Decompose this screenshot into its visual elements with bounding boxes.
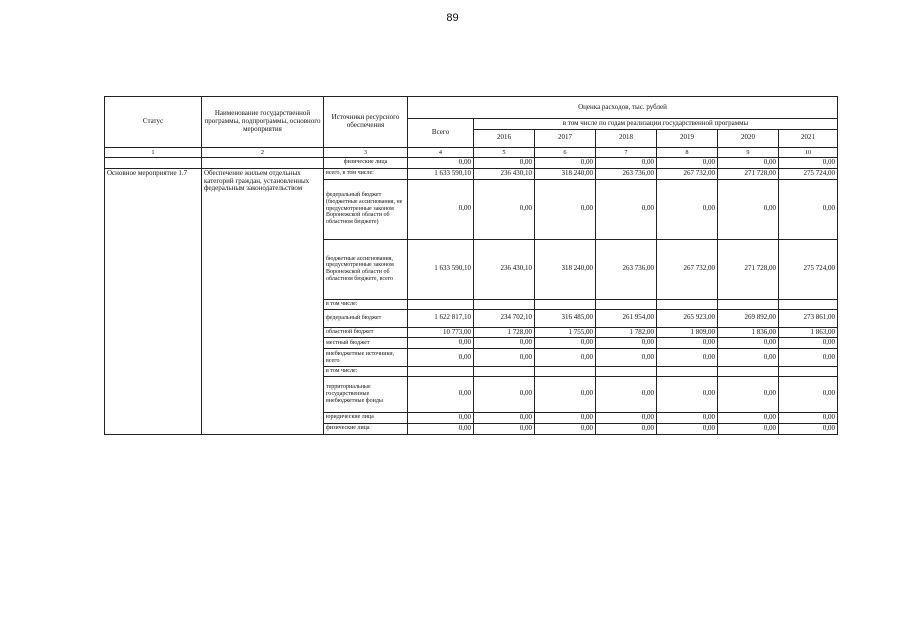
value-cell: 0,00 [474,338,535,349]
value-cell [474,367,535,377]
value-cell: 0,00 [657,412,718,423]
value-cell: 273 861,00 [779,309,838,327]
source-label: юридические лица [324,412,408,423]
value-cell: 0,00 [779,338,838,349]
value-cell [657,367,718,377]
value-cell: 0,00 [535,412,596,423]
year-header: 2020 [718,129,779,147]
value-cell: 1 863,00 [779,327,838,338]
value-cell: 0,00 [535,157,596,168]
source-label: физические лица [324,423,408,434]
value-cell [408,367,474,377]
value-cell [596,299,657,309]
value-cell: 0,00 [718,376,779,412]
value-cell: 0,00 [408,412,474,423]
value-cell [718,299,779,309]
value-cell: 0,00 [657,423,718,434]
value-cell: 265 923,00 [657,309,718,327]
value-cell: 1 633 590,10 [408,239,474,299]
value-cell [657,299,718,309]
value-cell: 0,00 [779,412,838,423]
value-cell: 0,00 [596,349,657,367]
value-cell: 0,00 [718,338,779,349]
value-cell: 316 485,00 [535,309,596,327]
value-cell [535,367,596,377]
column-number: 3 [324,147,408,157]
value-cell: 267 732,00 [657,239,718,299]
value-cell: 0,00 [535,423,596,434]
value-cell: 318 240,00 [535,168,596,179]
empty-cell [105,157,202,168]
value-cell [779,367,838,377]
value-cell: 0,00 [779,423,838,434]
value-cell: 0,00 [474,349,535,367]
column-number: 2 [202,147,324,157]
year-header: 2019 [657,129,718,147]
value-cell: 261 954,00 [596,309,657,327]
value-cell: 0,00 [596,423,657,434]
value-cell: 0,00 [535,376,596,412]
value-cell: 275 724,00 [779,168,838,179]
value-cell: 275 724,00 [779,239,838,299]
source-label: бюджетные ассигнования, предусмотренные законом Воронежской области об областном бюджете, всего [324,239,408,299]
empty-cell [202,157,324,168]
value-cell: 0,00 [596,376,657,412]
value-cell: 0,00 [535,349,596,367]
header-name: Наименование государственной программы, подпрограммы, основного мероприятия [202,97,324,148]
value-cell: 0,00 [474,423,535,434]
value-cell: 0,00 [408,338,474,349]
source-label: всего, в том числе: [324,168,408,179]
column-number: 8 [657,147,718,157]
value-cell: 0,00 [596,338,657,349]
source-label: внебюджетные источники, всего [324,349,408,367]
column-number: 9 [718,147,779,157]
value-cell [596,367,657,377]
value-cell: 234 702,10 [474,309,535,327]
value-cell: 0,00 [474,412,535,423]
source-label: в том числе: [324,367,408,377]
column-number: 4 [408,147,474,157]
value-cell: 0,00 [718,349,779,367]
value-cell: 1 836,00 [718,327,779,338]
value-cell [718,367,779,377]
value-cell: 263 736,00 [596,239,657,299]
year-header: 2016 [474,129,535,147]
value-cell: 0,00 [657,179,718,239]
value-cell: 10 773,00 [408,327,474,338]
value-cell [408,299,474,309]
column-number: 6 [535,147,596,157]
value-cell: 0,00 [535,179,596,239]
source-label: физические лица [324,157,408,168]
source-label: федеральный бюджет (бюджетные ассигнования, не предусмотренные законом Воронежской области об областном бюджете) [324,179,408,239]
value-cell: 1 728,00 [474,327,535,338]
header-total: Всего [408,119,474,148]
value-cell: 271 728,00 [718,239,779,299]
page-number: 89 [446,12,459,24]
value-cell: 0,00 [474,179,535,239]
source-label: в том числе: [324,299,408,309]
value-cell: 0,00 [657,157,718,168]
value-cell: 271 728,00 [718,168,779,179]
year-header: 2018 [596,129,657,147]
value-cell: 269 892,00 [718,309,779,327]
value-cell: 0,00 [779,349,838,367]
value-cell: 1 633 590,10 [408,168,474,179]
value-cell: 0,00 [408,376,474,412]
value-cell: 1 782,00 [596,327,657,338]
column-number: 10 [779,147,838,157]
value-cell: 1 755,00 [535,327,596,338]
value-cell: 0,00 [779,157,838,168]
year-header: 2017 [535,129,596,147]
column-number: 5 [474,147,535,157]
value-cell [474,299,535,309]
value-cell: 236 430,10 [474,239,535,299]
header-by-years: в том числе по годам реализации государственной программы [474,119,838,130]
value-cell: 267 732,00 [657,168,718,179]
value-cell: 318 240,00 [535,239,596,299]
table-row [105,168,838,179]
value-cell: 0,00 [474,376,535,412]
value-cell: 0,00 [408,349,474,367]
column-number: 1 [105,147,202,157]
value-cell: 0,00 [657,349,718,367]
value-cell: 0,00 [474,157,535,168]
value-cell: 0,00 [596,157,657,168]
column-number: 7 [596,147,657,157]
source-label: областной бюджет [324,327,408,338]
source-label: территориальные государственные внебюджетные фонды [324,376,408,412]
value-cell: 0,00 [657,376,718,412]
budget-table [104,96,838,435]
value-cell: 0,00 [779,376,838,412]
source-label: местный бюджет [324,338,408,349]
value-cell: 0,00 [718,179,779,239]
value-cell [779,299,838,309]
value-cell: 0,00 [596,412,657,423]
name-cell: Обеспечение жильем отдельных категорий граждан, установленных федеральным законодательством [202,168,324,434]
value-cell: 236 430,10 [474,168,535,179]
value-cell: 0,00 [408,179,474,239]
value-cell: 0,00 [408,157,474,168]
header-estimate: Оценка расходов, тыс. рублей [408,97,838,119]
value-cell: 0,00 [408,423,474,434]
value-cell: 0,00 [718,412,779,423]
year-header: 2021 [779,129,838,147]
value-cell: 0,00 [596,179,657,239]
header-status: Статус [105,97,202,148]
value-cell: 0,00 [535,338,596,349]
value-cell [535,299,596,309]
value-cell: 263 736,00 [596,168,657,179]
source-label: федеральный бюджет [324,309,408,327]
value-cell: 0,00 [779,179,838,239]
status-cell: Основное мероприятие 1.7 [105,168,202,434]
value-cell: 1 809,00 [657,327,718,338]
value-cell: 0,00 [657,338,718,349]
header-source: Источники ресурсного обеспечения [324,97,408,148]
value-cell: 0,00 [718,157,779,168]
value-cell: 1 622 817,10 [408,309,474,327]
value-cell: 0,00 [718,423,779,434]
